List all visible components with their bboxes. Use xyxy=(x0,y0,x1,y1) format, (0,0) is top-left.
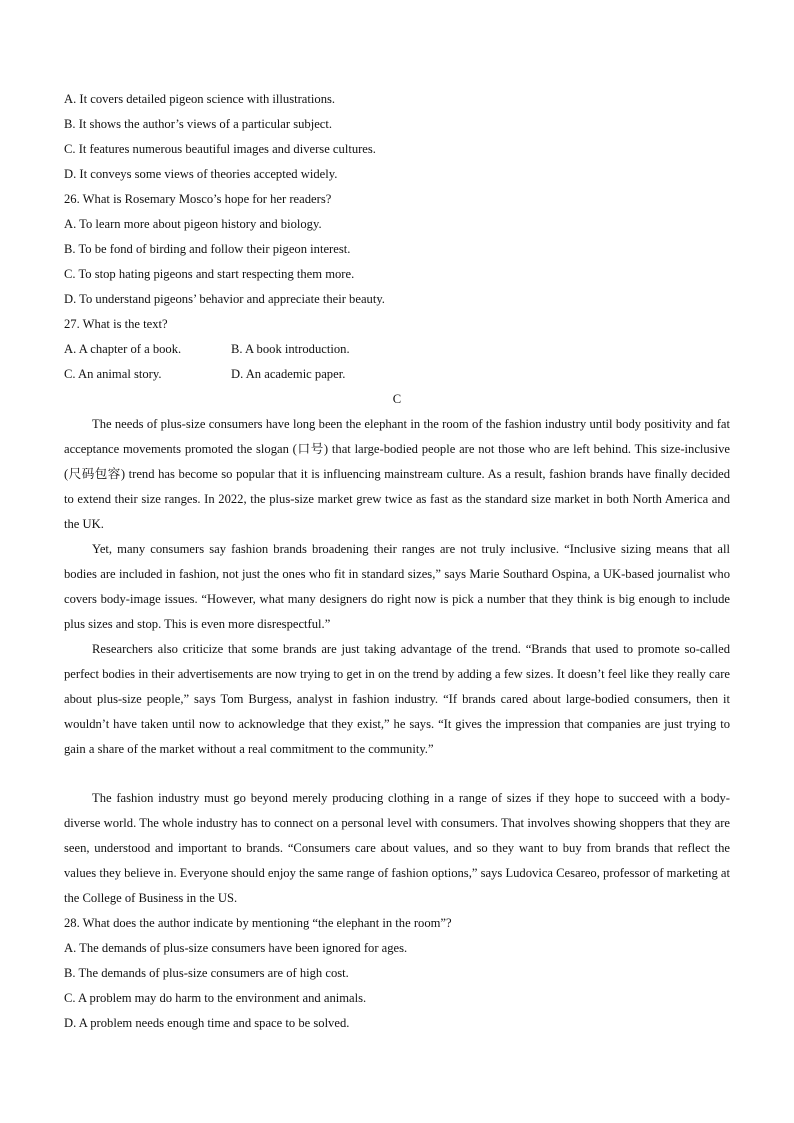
q25-option-c: C. It features numerous beautiful images and diverse cultures. xyxy=(64,142,376,156)
q26-option-a: A. To learn more about pigeon history and biology. xyxy=(64,217,322,231)
q26-stem: 26. What is Rosemary Mosco’s hope for her readers? xyxy=(64,192,332,206)
q28-stem: 28. What does the author indicate by mentioning “the elephant in the room”? xyxy=(64,916,452,930)
q27-option-d: D. An academic paper. xyxy=(231,367,346,381)
passage-paragraph-1: The needs of plus-size consumers have long been the elephant in the room of the fashion industry until body positivity and fat acceptance movements promoted the slogan (口号) that large-bodied people are not those who are left behind. This size-inclusive (尺码包容) trend has become so popular that it is influencing mainstream culture. As a result, fashion brands have finally decided to extend their size ranges. In 2022, the plus-size market grew twice as fast as the standard size market in both North America and the UK. xyxy=(64,417,730,531)
q27-option-b: B. A book introduction. xyxy=(231,342,350,356)
q28-option-c: C. A problem may do harm to the environment and animals. xyxy=(64,991,367,1005)
passage-paragraph-2: Yet, many consumers say fashion brands broadening their ranges are not truly inclusive. “Inclusive sizing means that all bodies are included in fashion, not just the ones who fit in standard sizes,” says Marie Southard Ospina, a UK-based journalist who covers body-image issues. “However, what many designers do right now is pick a number that they think is big enough to include plus sizes and stop. This is even more disrespectful.” xyxy=(64,542,730,631)
passage-paragraph-4: The fashion industry must go beyond merely producing clothing in a range of sizes if they hope to succeed with a body-diverse world. The whole industry has to connect on a personal level with consumers. That involves showing shoppers that they are seen, understood and important to brands. “Consumers care about values, and so they want to buy from brands that reflect the values they believe in. Everyone should enjoy the same range of fashion options,” says Ludovica Cesareo, professor of marketing at the College of Business in the US. xyxy=(64,791,730,905)
q27-option-c: C. An animal story. xyxy=(64,367,162,381)
q28-option-a: A. The demands of plus-size consumers have been ignored for ages. xyxy=(64,941,408,955)
q26-option-d: D. To understand pigeons’ behavior and appreciate their beauty. xyxy=(64,292,385,306)
q28-option-d: D. A problem needs enough time and space to be solved. xyxy=(64,1016,350,1030)
q28-option-b: B. The demands of plus-size consumers are of high cost. xyxy=(64,966,349,980)
q25-option-b: B. It shows the author’s views of a particular subject. xyxy=(64,117,333,131)
q25-option-a: A. It covers detailed pigeon science with illustrations. xyxy=(64,92,336,106)
q27-stem: 27. What is the text? xyxy=(64,317,168,331)
section-heading: C xyxy=(392,392,402,406)
q25-option-d: D. It conveys some views of theories accepted widely. xyxy=(64,167,338,181)
q26-option-b: B. To be fond of birding and follow their pigeon interest. xyxy=(64,242,351,256)
passage-paragraph-3: Researchers also criticize that some brands are just taking advantage of the trend. “Brands that used to promote so-called perfect bodies in their advertisements are now trying to get in on the trend by adding a few sizes. It doesn’t feel like they really care about plus-size people,” says Tom Burgess, analyst in fashion industry. “If brands cared about large-bodied consumers, then it wouldn’t have taken until now to acknowledge that they exist,” he says. “It gives the impression that companies are just trying to gain a share of the market without a real commitment to the community.” xyxy=(64,642,730,756)
q27-option-a: A. A chapter of a book. xyxy=(64,342,182,356)
q26-option-c: C. To stop hating pigeons and start respecting them more. xyxy=(64,267,355,281)
